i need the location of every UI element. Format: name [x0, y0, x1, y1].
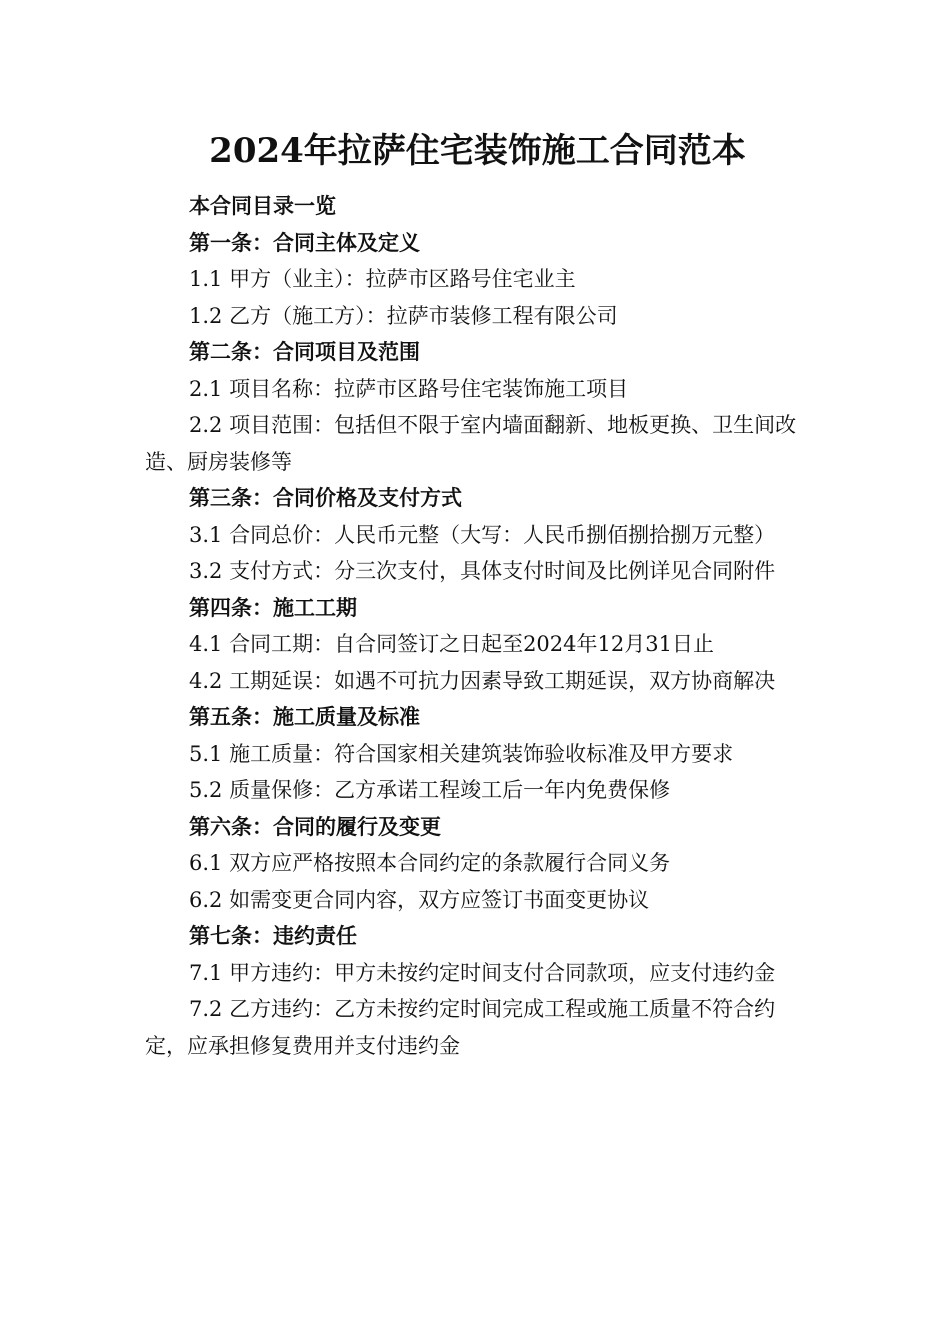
clause-item: 6.2 如需变更合同内容，双方应签订书面变更协议: [189, 887, 650, 912]
section-5: [145, 699, 810, 809]
clause-item: 1.1 甲方（业主）：拉萨市区路号住宅业主: [189, 267, 576, 291]
clause-item: 7.2 乙方违约：乙方未按约定时间完成工程或施工质量不符合约定，应承担修复费用并支付违约金: [145, 997, 776, 1058]
clause-item: 3.1 合同总价：人民币元整（大写：人民币捌佰捌拾捌万元整）: [189, 522, 776, 547]
section-3: [145, 480, 810, 590]
clause-item: 4.1 合同工期：自合同签订之日起至2024年12月31日止: [189, 632, 714, 656]
clause-item: 5.1 施工质量：符合国家相关建筑装饰验收标准及甲方要求: [189, 741, 734, 766]
document-title: 2024年拉萨住宅装饰施工合同范本: [209, 131, 746, 171]
document-page: [145, 128, 810, 1064]
clause-item: 6.1 双方应严格按照本合同约定的条款履行合同义务: [189, 851, 671, 875]
section-heading: 第七条：违约责任: [189, 923, 357, 948]
section-heading: 第四条：施工工期: [189, 594, 357, 620]
section-1: [145, 225, 810, 335]
section-heading: 第六条：合同的履行及变更: [189, 813, 441, 839]
section-7: [145, 918, 810, 1064]
section-2: [145, 334, 810, 480]
clause-item: 7.1 甲方违约：甲方未按约定时间支付合同款项，应支付违约金: [189, 960, 776, 985]
toc-heading: 本合同目录一览: [189, 193, 336, 218]
section-6: [145, 809, 810, 919]
section-heading: 第二条：合同项目及范围: [189, 339, 420, 364]
section-heading: 第五条：施工质量及标准: [189, 704, 420, 729]
clause-item: 5.2 质量保修：乙方承诺工程竣工后一年内免费保修: [189, 778, 671, 802]
clause-item: 1.2 乙方（施工方）：拉萨市装修工程有限公司: [189, 303, 618, 328]
section-4: [145, 590, 810, 700]
section-heading: 第一条：合同主体及定义: [189, 229, 420, 255]
section-heading: 第三条：合同价格及支付方式: [189, 485, 462, 510]
clause-item: 2.1 项目名称：拉萨市区路号住宅装饰施工项目: [189, 376, 629, 401]
clause-item: 2.2 项目范围：包括但不限于室内墙面翻新、地板更换、卫生间改造、厨房装修等: [145, 413, 797, 474]
clause-item: 3.2 支付方式：分三次支付，具体支付时间及比例详见合同附件: [189, 559, 776, 583]
clause-item: 4.2 工期延误：如遇不可抗力因素导致工期延误，双方协商解决: [189, 668, 776, 693]
